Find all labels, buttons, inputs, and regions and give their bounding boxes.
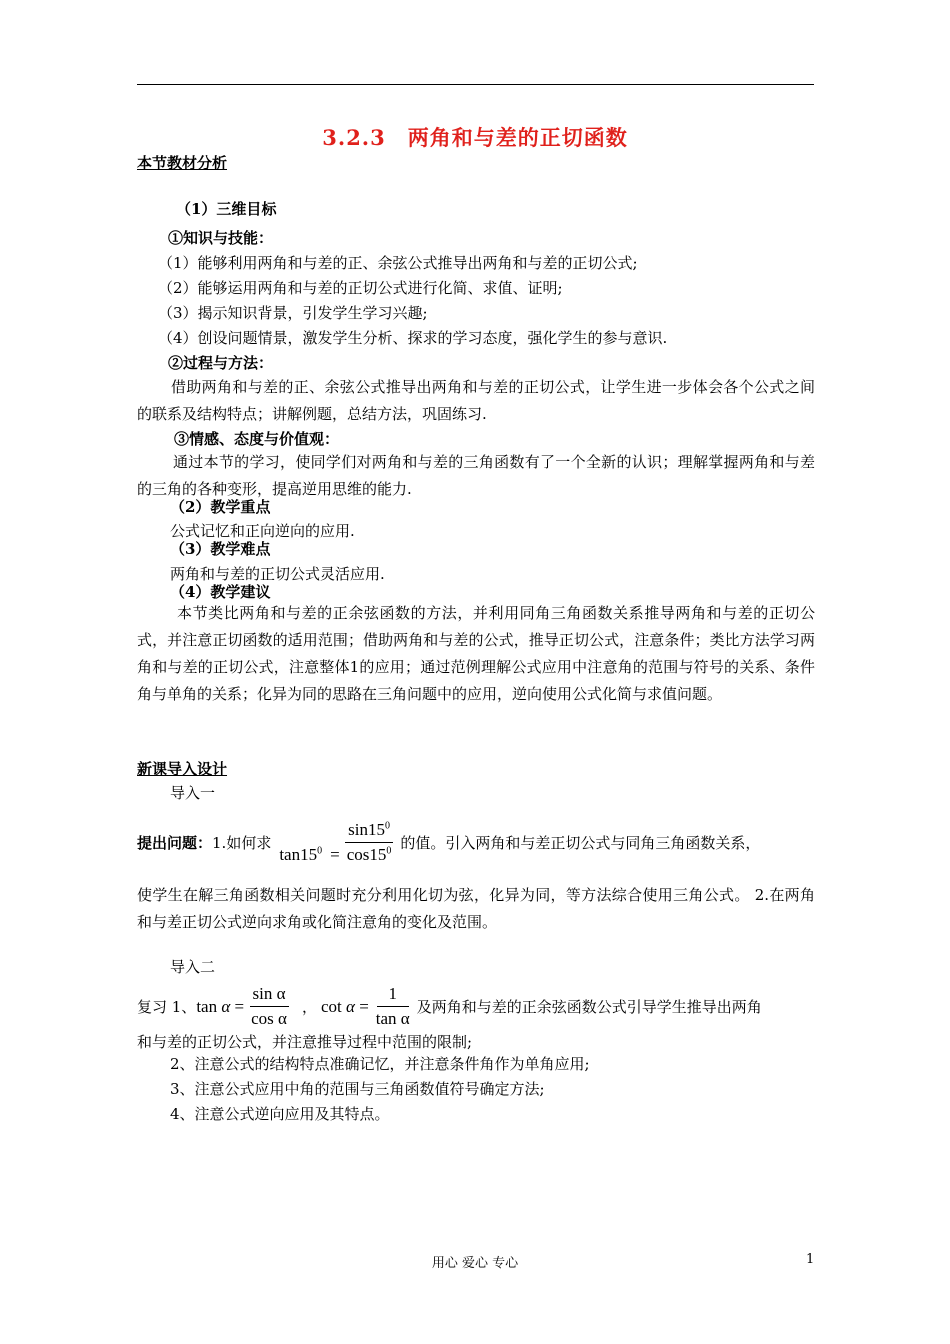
fraction-sin-cos-15: $\frac{\sin 15^0}{\cos 15^0}$ — [346, 820, 392, 864]
comma: ， — [301, 998, 317, 1016]
knowledge-heading: ①知识与技能： — [168, 229, 274, 247]
question-line — [137, 820, 760, 865]
suggest-text: 本节类比两角和与差的正余弦函数的方法，并利用同角三角函数关系推导两角和与差的正切公式，并注意正切函数的适用范围；借助两角和与差的公式，推导正切公式，注意条件；类比方法学习两角和与差的正切公式，注意整体1的应用；通过范例理解公式应用中注意角的范围与符号的关系、条件角与单角的关系；化异为同的思路在三角问题中的应用，逆向使用公式化简与求值问题。 — [137, 604, 815, 703]
emotion-text: 通过本节的学习，使同学们对两角和与差的三角函数有了一个全新的认识；理解掌握两角和与差的三角的各种变形，提高逆用思维的能力. — [137, 453, 815, 498]
process-text: 借助两角和与差的正、余弦公式推导出两角和与差的正切公式，让学生进一步体会各个公式之间的联系及结构特点；讲解例题，总结方法，巩固练习. — [137, 378, 815, 423]
review-item: 4、注意公式逆向应用及其特点。 — [170, 1105, 390, 1123]
header-rule — [137, 84, 814, 85]
page-number: 1 — [806, 1252, 815, 1267]
goals-heading: （1）三维目标 — [176, 200, 277, 218]
intro-two-label: 导入二 — [170, 958, 216, 976]
knowledge-item: （2）能够运用两角和与差的正切公式进行化简、求值、证明; — [158, 279, 563, 297]
suggest-heading: （4）教学建议 — [170, 583, 271, 601]
knowledge-item: （3）揭示知识背景，引发学生学习兴趣; — [158, 304, 428, 322]
difficulty-text: 两角和与差的正切公式灵活应用. — [170, 565, 385, 583]
review-continuation: 和与差的正切公式，并注意推导过程中范围的限制; — [137, 1033, 473, 1051]
key-heading: （2）教学重点 — [170, 498, 271, 516]
review-item: 3、注意公式应用中角的范围与三角函数值符号确定方法; — [170, 1080, 545, 1098]
difficulty-heading: （3）教学难点 — [170, 540, 271, 558]
section-heading-intro: 新课导入设计 — [137, 760, 228, 778]
fraction-one-tan-alpha: $\frac{1}{\text{tan α}}$ — [375, 984, 410, 1028]
question-continuation: 使学生在解三角函数相关问题时充分利用化切为弦，化异为同，等方法综合使用三角公式。 2.在两角和与差正切公式逆向求角或化简注意角的变化及范围。 — [137, 886, 815, 931]
footer-text: 用心 爱心 专心 — [431, 1256, 519, 1271]
emotion-heading: ③情感、态度与价值观： — [174, 430, 340, 448]
question-pre: 1.如何求 — [212, 834, 272, 852]
review-pre: 复习 1、 — [137, 998, 197, 1016]
process-heading: ②过程与方法： — [168, 354, 274, 372]
knowledge-item: （1）能够利用两角和与差的正、余弦公式推导出两角和与差的正切公式; — [158, 254, 638, 272]
intro-one-label: 导入一 — [170, 784, 216, 802]
knowledge-item: （4）创设问题情景，激发学生分析、探求的学习态度，强化学生的参与意识. — [158, 329, 668, 347]
question-label: 提出问题： — [137, 834, 213, 852]
section-heading-analysis: 本节教材分析 — [137, 154, 228, 172]
review-post: 及两角和与差的正余弦函数公式引导学生推导出两角 — [416, 998, 762, 1016]
equals-sign: = — [330, 844, 340, 864]
fraction-sin-cos-alpha: $\frac{\text{sin α}}{\text{cos α}}$ — [251, 984, 287, 1028]
key-text: 公式记忆和正向逆向的应用. — [170, 522, 355, 540]
page-title: 3.2.3 两角和与差的正切函数 — [322, 125, 628, 150]
cot-alpha: cot α = — [320, 996, 369, 1016]
question-post: 的值。引入两角和与差正切公式与同角三角函数关系， — [400, 834, 761, 852]
review-line — [137, 984, 762, 1029]
tan-alpha: tan α = — [196, 996, 245, 1016]
formula-tan15: $\tan 15^0$ — [279, 844, 323, 864]
review-item: 2、注意公式的结构特点准确记忆，并注意条件角作为单角应用; — [170, 1055, 590, 1073]
